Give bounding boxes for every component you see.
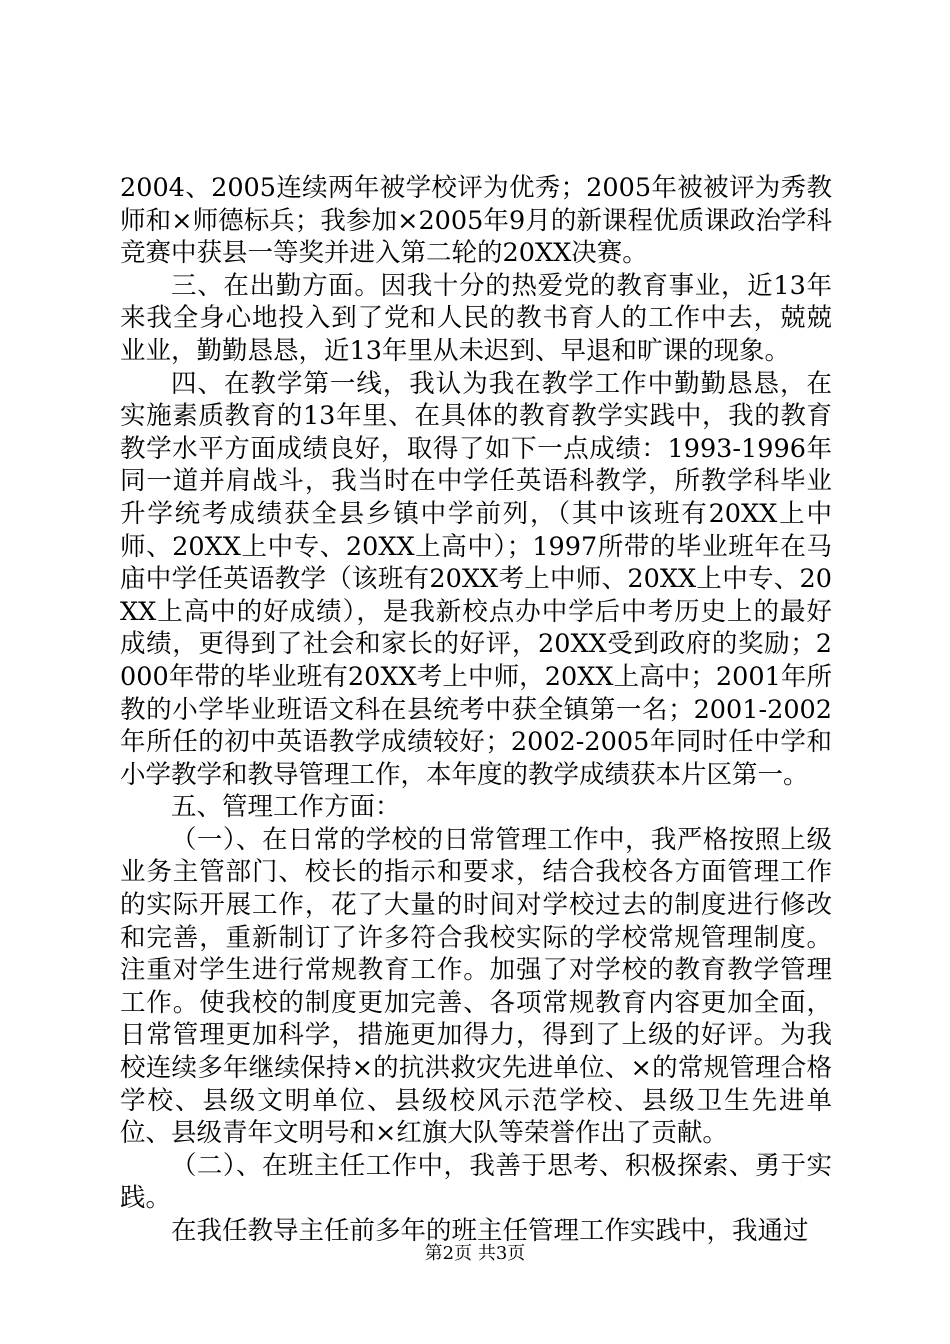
paragraph-daily-management: （一）、在日常的学校的日常管理工作中，我严格按照上级业务主管部门、校长的指示和要求，结合我校各方面管理工作的实际开展工作，花了大量的时间对学校过去的制度进行修改和完善，重新制订了许多符合我校实际的学校常规管理制度。注重对学生进行常规教育工作。加强了对学校的教育教学管理工作。使我校的制度更加完善、各项常规教育内容更加全面，日常管理更加科学，措施更加得力，得到了上级的好评。为我校连续多年继续保持×的抗洪救灾先进单位、×的常规管理合格学校、县级文明单位、县级校风示范学校、县级卫生先进单位、县级青年文明号和×红旗大队等荣誉作出了贡献。 [120, 824, 832, 1149]
paragraph-awards-continued: 2004、2005连续两年被学校评为优秀；2005年被被评为秀教师和×师德标兵；我参加×2005年9月的新课程优质课政治学科竞赛中获县一等奖并进入第二轮的20XX决赛。 [120, 173, 832, 269]
paragraph-teaching-achievements: 四、在教学第一线，我认为我在教学工作中勤勤恳恳，在实施素质教育的13年里、在具体的教育教学实践中，我的教育教学水平方面成绩良好，取得了如下一点成绩：1993-1996年同一道并肩战斗，我当时在中学任英语科教学，所教学科毕业升学统考成绩获全县乡镇中学前列，（其中该班有20XX上中师、20XX上中专、20XX上高中）；1997所带的毕业班年在马庙中学任英语教学（该班有20XX考上中师、20XX上中专、20XX上高中的好成绩），是我新校点办中学后中考历史上的最好成绩，更得到了社会和家长的好评，20XX受到政府的奖励；2000年带的毕业班有20XX考上中师，20XX上高中；2001年所教的小学毕业班语文科在县统考中获全镇第一名；2001-2002年所任的初中英语教学成绩较好；2002-2005年同时任中学和小学教学和教导管理工作，本年度的教学成绩获本片区第一。 [120, 368, 832, 790]
paragraph-class-teacher-work: （二）、在班主任工作中，我善于思考、积极探索、勇于实践。 [120, 1150, 832, 1214]
paragraph-attendance: 三、在出勤方面。因我十分的热爱党的教育事业，近13年来我全身心地投入到了党和人民的教书育人的工作中去，兢兢业业，勤勤恳恳，近13年里从未迟到、早退和旷课的现象。 [120, 270, 832, 366]
page-number-footer: 第2页 共3页 [424, 1243, 526, 1264]
section-heading-management: 五、管理工作方面： [171, 792, 401, 823]
paragraph-class-teacher-practice: 在我任教导主任前多年的班主任管理工作实践中，我通过 [171, 1216, 809, 1246]
document-body [120, 172, 832, 1248]
